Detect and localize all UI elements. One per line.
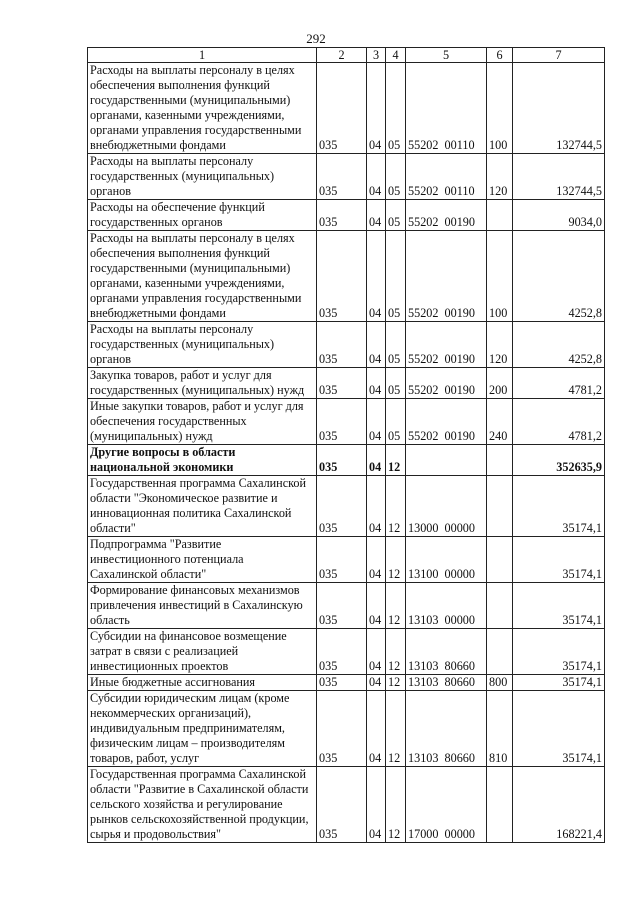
row-target-article: 13103 80660 [406,691,487,767]
table-row [88,399,605,445]
row-subsection: 05 [386,63,406,154]
row-section: 04 [367,399,386,445]
budget-table [87,47,605,843]
row-subsection: 05 [386,231,406,322]
table-row [88,63,605,154]
row-subsection: 12 [386,537,406,583]
row-subsection: 05 [386,200,406,231]
row-ministry-code: 035 [317,231,367,322]
row-subsection: 12 [386,767,406,843]
row-ministry-code: 035 [317,445,367,476]
row-name: Подпрограмма "Развитие инвестиционного потенциала Сахалинской области" [88,537,317,583]
table-row [88,368,605,399]
row-amount: 168221,4 [513,767,605,843]
row-target-article: 13103 00000 [406,583,487,629]
row-amount: 35174,1 [513,691,605,767]
row-name: Расходы на выплаты персоналу в целях обеспечения выполнения функций государственными (муниципальными) органами, казенными учреждениями, органами управления государственными внебюджетными фондами [88,231,317,322]
row-target-article: 55202 00190 [406,399,487,445]
table-row [88,200,605,231]
row-target-article: 55202 00190 [406,231,487,322]
row-expense-type: 120 [487,322,513,368]
table-row [88,691,605,767]
table-row [88,537,605,583]
row-amount: 35174,1 [513,583,605,629]
row-section: 04 [367,63,386,154]
column-header-7: 7 [513,48,605,63]
table-row [88,445,605,476]
column-header-5: 5 [406,48,487,63]
table-row [88,767,605,843]
table-header-row [88,48,605,63]
table-row [88,322,605,368]
row-ministry-code: 035 [317,583,367,629]
row-expense-type [487,583,513,629]
row-target-article: 13100 00000 [406,537,487,583]
row-ministry-code: 035 [317,399,367,445]
row-expense-type [487,537,513,583]
row-target-article: 55202 00190 [406,368,487,399]
row-name: Расходы на выплаты персоналу государственных (муниципальных) органов [88,322,317,368]
row-expense-type: 100 [487,231,513,322]
column-header-6: 6 [487,48,513,63]
row-name: Государственная программа Сахалинской области "Развитие в Сахалинской области сельского хозяйства и регулирование рынков сельскохозяйственной продукции, сырья и продовольствия" [88,767,317,843]
page-number: 292 [306,31,326,46]
row-target-article: 55202 00190 [406,322,487,368]
row-ministry-code: 035 [317,200,367,231]
row-expense-type [487,767,513,843]
row-amount: 35174,1 [513,476,605,537]
row-section: 04 [367,537,386,583]
row-expense-type [487,445,513,476]
row-target-article: 55202 00190 [406,200,487,231]
row-section: 04 [367,231,386,322]
row-target-article [406,445,487,476]
row-ministry-code: 035 [317,154,367,200]
column-header-2: 2 [317,48,367,63]
row-expense-type [487,629,513,675]
row-ministry-code: 035 [317,476,367,537]
row-subsection: 05 [386,368,406,399]
row-subsection: 05 [386,399,406,445]
row-amount: 352635,9 [513,445,605,476]
table-row [88,154,605,200]
row-target-article: 13000 00000 [406,476,487,537]
column-header-4: 4 [386,48,406,63]
row-subsection: 12 [386,583,406,629]
row-section: 04 [367,583,386,629]
row-name: Формирование финансовых механизмов привлечения инвестиций в Сахалинскую область [88,583,317,629]
row-amount: 35174,1 [513,629,605,675]
row-section: 04 [367,767,386,843]
row-ministry-code: 035 [317,767,367,843]
row-ministry-code: 035 [317,537,367,583]
row-name: Субсидии на финансовое возмещение затрат в связи с реализацией инвестиционных проектов [88,629,317,675]
row-expense-type [487,200,513,231]
table-body [88,48,605,843]
row-section: 04 [367,154,386,200]
row-subsection: 12 [386,476,406,537]
table-row [88,231,605,322]
row-amount: 4781,2 [513,368,605,399]
row-expense-type: 240 [487,399,513,445]
row-amount: 4781,2 [513,399,605,445]
row-expense-type: 120 [487,154,513,200]
row-ministry-code: 035 [317,63,367,154]
column-header-1: 1 [88,48,317,63]
row-section: 04 [367,675,386,691]
row-amount: 4252,8 [513,322,605,368]
row-subsection: 12 [386,691,406,767]
row-target-article: 17000 00000 [406,767,487,843]
row-name: Другие вопросы в области национальной экономики [88,445,317,476]
row-section: 04 [367,200,386,231]
row-amount: 35174,1 [513,537,605,583]
row-subsection: 12 [386,675,406,691]
row-name: Закупка товаров, работ и услуг для государственных (муниципальных) нужд [88,368,317,399]
row-name: Иные закупки товаров, работ и услуг для обеспечения государственных (муниципальных) нужд [88,399,317,445]
row-subsection: 12 [386,629,406,675]
row-target-article: 13103 80660 [406,675,487,691]
column-header-3: 3 [367,48,386,63]
row-expense-type: 200 [487,368,513,399]
row-amount: 35174,1 [513,675,605,691]
row-name: Субсидии юридическим лицам (кроме некоммерческих организаций), индивидуальным предпринимателям, физическим лицам – производителям товаров, работ, услуг [88,691,317,767]
row-section: 04 [367,445,386,476]
row-target-article: 55202 00110 [406,63,487,154]
row-subsection: 05 [386,322,406,368]
row-expense-type [487,476,513,537]
row-ministry-code: 035 [317,675,367,691]
row-section: 04 [367,368,386,399]
row-name: Государственная программа Сахалинской области "Экономическое развитие и инновационная политика Сахалинской области" [88,476,317,537]
row-section: 04 [367,322,386,368]
row-subsection: 12 [386,445,406,476]
row-expense-type: 100 [487,63,513,154]
row-amount: 9034,0 [513,200,605,231]
row-name: Иные бюджетные ассигнования [88,675,317,691]
row-name: Расходы на выплаты персоналу государственных (муниципальных) органов [88,154,317,200]
row-amount: 132744,5 [513,63,605,154]
row-section: 04 [367,691,386,767]
row-expense-type: 800 [487,675,513,691]
row-expense-type: 810 [487,691,513,767]
table-row [88,675,605,691]
table-row [88,629,605,675]
row-ministry-code: 035 [317,629,367,675]
row-ministry-code: 035 [317,368,367,399]
row-name: Расходы на обеспечение функций государственных органов [88,200,317,231]
row-section: 04 [367,476,386,537]
row-target-article: 55202 00110 [406,154,487,200]
table-row [88,583,605,629]
row-target-article: 13103 80660 [406,629,487,675]
row-amount: 132744,5 [513,154,605,200]
row-subsection: 05 [386,154,406,200]
row-name: Расходы на выплаты персоналу в целях обеспечения выполнения функций государственными (муниципальными) органами, казенными учреждениями, органами управления государственными внебюджетными фондами [88,63,317,154]
row-section: 04 [367,629,386,675]
table-row [88,476,605,537]
row-amount: 4252,8 [513,231,605,322]
row-ministry-code: 035 [317,691,367,767]
row-ministry-code: 035 [317,322,367,368]
